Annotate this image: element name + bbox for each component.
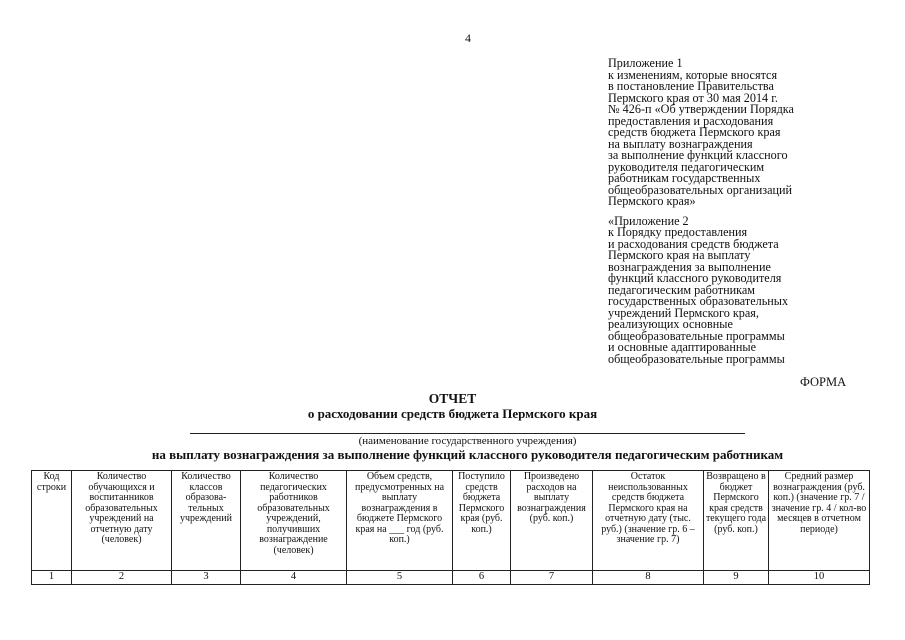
column-header: Объем средств, предусмотренных на выплату вознаграждения в бюджете Пермского края на ___ год (руб. коп.) [347, 471, 453, 571]
appendix2-line: вознаграждения за выполнение [608, 259, 771, 274]
form-label: ФОРМА [800, 375, 847, 389]
appendix1-line: № 426-п «Об утверждении Порядка [608, 102, 794, 116]
column-number: 8 [593, 571, 704, 585]
appendix2-line: и основные адаптированные [608, 340, 756, 354]
column-number: 10 [769, 571, 870, 585]
appendix1-line: в постановление Правительства [608, 79, 774, 93]
column-header: Количество педагогических работников образовательных учреждений, получивших вознаграждение (человек) [241, 471, 347, 571]
report-title: ОТЧЕТ [428, 391, 477, 406]
column-number: 6 [453, 571, 511, 585]
appendix2-line: государственных образовательных [608, 294, 789, 308]
column-number: 9 [704, 571, 769, 585]
report-purpose: на выплату вознаграждения за выполнение функций классного руководителя педагогическим работникам [151, 447, 784, 462]
appendix1-line: на выплату вознаграждения [608, 136, 753, 151]
appendix2-line: к Порядку предоставления [608, 225, 748, 239]
report-subtitle: о расходовании средств бюджета Пермского края [307, 406, 598, 421]
column-header: Средний размер вознаграждения (руб. коп.) (значение гр. 7 / значение гр. 4 / кол-во месяцев в отчетном периоде) [769, 471, 870, 571]
column-header: Количество обучающихся и воспитанников образовательных учреждений на отчетную дату (человек) [72, 471, 172, 571]
column-header: Код строки [32, 471, 72, 571]
column-number: 1 [32, 571, 72, 585]
appendix1-line: работникам государственных [608, 171, 761, 185]
column-number: 3 [172, 571, 241, 585]
column-header: Поступило средств бюджета Пермского края (руб. коп.) [453, 471, 511, 571]
appendix2-line: общеобразовательные программы [608, 351, 785, 366]
appendix2-line: функций классного руководителя [608, 271, 782, 285]
column-header: Остаток неиспользованных средств бюджета Пермского края на отчетную дату (тыс. руб.) (значение гр. 6 – значение гр. 7) [593, 471, 704, 571]
appendix1-line: предоставления и расходования [608, 113, 774, 128]
column-number: 7 [511, 571, 593, 585]
table-header-row [32, 471, 870, 571]
appendix2-line: Пермского края на выплату [608, 248, 751, 262]
institution-name-line [190, 433, 745, 434]
appendix1-line: Пермского края» [608, 194, 696, 208]
appendix1-line: общеобразовательных организаций [608, 182, 793, 197]
column-header: Произведено расходов на выплату вознаграждения (руб. коп.) [511, 471, 593, 571]
appendix2-line: реализующих основные [608, 317, 733, 331]
column-number: 4 [241, 571, 347, 585]
appendix2-line: и расходования средств бюджета [608, 236, 779, 251]
column-number: 2 [72, 571, 172, 585]
institution-caption: (наименование государственного учреждения) [358, 435, 577, 447]
appendix2-line: «Приложение 2 [608, 213, 689, 228]
appendix1-line: за выполнение функций классного [608, 148, 788, 162]
appendix2-line: общеобразовательные программы [608, 328, 785, 343]
column-number-row [32, 571, 870, 585]
report-table [31, 470, 870, 585]
column-header: Количество классов образова-тельных учреждений [172, 471, 241, 571]
column-number: 5 [347, 571, 453, 585]
appendix2-line: учреждений Пермского края, [608, 305, 759, 320]
appendix2-line: педагогическим работникам [608, 282, 756, 297]
column-header: Возвращено в бюджет Пермского края средств текущего года (руб. коп.) [704, 471, 769, 571]
page-number: 4 [465, 31, 471, 45]
appendix1-line: Пермского края от 30 мая 2014 г. [608, 90, 778, 105]
appendix1-line: средств бюджета Пермского края [608, 125, 781, 139]
appendix1-line: к изменениям, которые вносятся [608, 67, 778, 82]
appendix1-line: руководителя педагогическим [608, 159, 765, 174]
appendix1-line: Приложение 1 [608, 56, 683, 70]
appendix-block [608, 58, 858, 365]
